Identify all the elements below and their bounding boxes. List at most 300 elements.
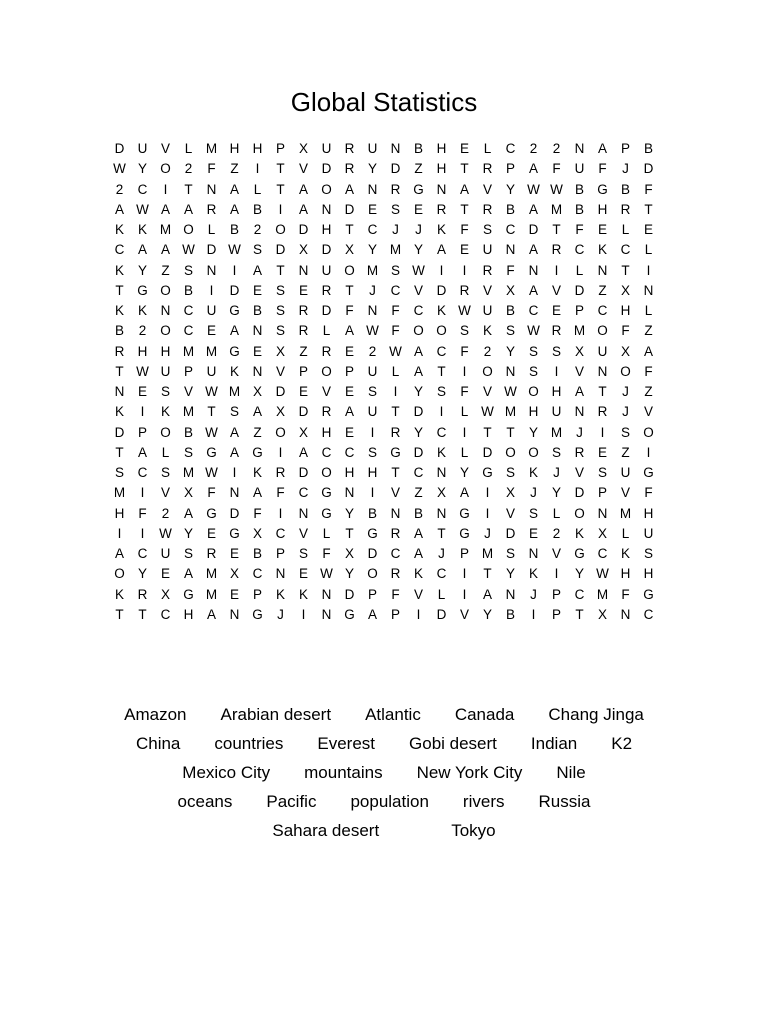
grid-letter: L [161, 444, 170, 460]
grid-letter: I [370, 485, 375, 501]
grid-letter: J [530, 586, 537, 602]
grid-letter: E [459, 141, 469, 156]
grid-letter: C [413, 303, 424, 318]
word-bank-line [0, 816, 768, 845]
grid-row [108, 443, 660, 463]
grid-letter: M [182, 404, 195, 420]
grid-letter: O [574, 505, 585, 521]
grid-letter: W [527, 323, 540, 339]
grid-letter: S [528, 363, 538, 379]
grid-letter: V [551, 282, 561, 298]
grid-row [108, 180, 660, 200]
grid-letter: U [551, 404, 562, 420]
grid-letter: A [413, 363, 423, 379]
grid-letter: C [597, 546, 608, 561]
grid-letter: U [137, 141, 148, 156]
grid-letter: W [458, 303, 471, 318]
grid-letter: I [140, 485, 145, 501]
grid-letter: O [321, 465, 332, 480]
grid-letter: A [298, 201, 308, 217]
grid-letter: S [436, 384, 446, 399]
grid-letter: N [252, 363, 263, 379]
grid-row [108, 402, 660, 422]
grid-letter: I [301, 606, 306, 622]
grid-letter: S [183, 262, 193, 278]
grid-letter: V [413, 586, 423, 602]
grid-letter: V [413, 282, 423, 298]
grid-letter: G [390, 444, 401, 460]
grid-letter: H [344, 465, 355, 480]
grid-row [108, 504, 660, 524]
grid-letter: U [643, 525, 654, 541]
grid-letter: Z [621, 444, 630, 460]
grid-letter: G [137, 282, 148, 298]
grid-letter: W [504, 384, 517, 399]
grid-letter: V [275, 363, 285, 379]
grid-letter: J [622, 404, 629, 420]
grid-letter: T [115, 282, 124, 298]
grid-letter: S [505, 323, 515, 339]
grid-letter: R [482, 161, 493, 177]
grid-letter: L [552, 505, 561, 521]
word-bank-item: Amazon [124, 705, 187, 724]
grid-letter: F [460, 384, 469, 399]
grid-letter: S [551, 343, 561, 359]
grid-letter: 2 [184, 161, 193, 177]
grid-letter: R [597, 404, 608, 420]
grid-letter: N [436, 181, 447, 197]
grid-row [108, 281, 660, 301]
grid-letter: K [436, 303, 446, 318]
grid-letter: F [391, 303, 400, 318]
grid-letter: S [482, 222, 492, 237]
grid-letter: N [321, 606, 332, 622]
grid-letter: Y [505, 181, 515, 197]
grid-letter: P [597, 485, 607, 501]
grid-letter: D [643, 161, 654, 177]
grid-row [108, 342, 660, 362]
grid-letter: R [321, 282, 332, 298]
grid-letter: C [183, 303, 194, 318]
grid-row [108, 423, 660, 443]
grid-letter: S [597, 465, 607, 480]
grid-letter: D [298, 465, 309, 480]
grid-letter: R [344, 161, 355, 177]
grid-letter: Z [598, 282, 607, 298]
grid-letter: E [206, 323, 216, 339]
grid-letter: O [183, 222, 194, 237]
grid-letter: Y [505, 566, 515, 582]
grid-letter: A [252, 262, 262, 278]
grid-letter: C [137, 546, 148, 561]
grid-letter: N [321, 586, 332, 602]
grid-letter: P [275, 546, 285, 561]
grid-letter: N [528, 546, 539, 561]
grid-letter: Y [137, 161, 147, 177]
grid-letter: R [344, 141, 355, 156]
grid-letter: O [528, 444, 539, 460]
grid-letter: A [229, 323, 239, 339]
grid-letter: Y [344, 505, 354, 521]
grid-letter: O [367, 566, 378, 582]
grid-letter: M [182, 465, 195, 480]
grid-letter: F [207, 485, 216, 501]
grid-letter: I [462, 363, 467, 379]
grid-letter: L [621, 525, 630, 541]
grid-letter: N [344, 485, 355, 501]
grid-letter: A [183, 505, 193, 521]
grid-letter: B [367, 505, 377, 521]
grid-letter: C [137, 181, 148, 197]
grid-letter: I [554, 363, 559, 379]
grid-letter: P [505, 161, 515, 177]
grid-letter: O [413, 323, 424, 339]
grid-letter: N [597, 363, 608, 379]
grid-letter: T [391, 465, 400, 480]
grid-letter: X [597, 525, 607, 541]
grid-letter: B [252, 546, 262, 561]
grid-letter: C [344, 444, 355, 460]
grid-letter: G [229, 343, 240, 359]
grid-letter: K [298, 586, 308, 602]
grid-letter: N [298, 262, 309, 278]
grid-letter: H [321, 222, 332, 237]
grid-letter: G [206, 444, 217, 460]
grid-letter: D [574, 282, 585, 298]
grid-letter: B [505, 606, 515, 622]
grid-letter: N [620, 606, 631, 622]
grid-letter: G [574, 546, 585, 561]
grid-row [108, 139, 660, 159]
grid-letter: S [183, 546, 193, 561]
grid-letter: W [228, 242, 241, 258]
grid-letter: N [229, 606, 240, 622]
word-bank-item: Mexico City [182, 763, 271, 782]
grid-letter: K [137, 222, 147, 237]
grid-letter: F [276, 485, 285, 501]
grid-letter: P [367, 586, 377, 602]
grid-letter: R [482, 262, 493, 278]
grid-letter: Y [183, 525, 193, 541]
grid-letter: K [528, 566, 538, 582]
grid-letter: I [232, 465, 237, 480]
grid-letter: 2 [161, 505, 170, 521]
grid-letter: X [298, 141, 308, 156]
grid-letter: L [483, 141, 492, 156]
grid-letter: J [392, 222, 399, 237]
grid-letter: X [252, 384, 262, 399]
grid-letter: Y [413, 424, 423, 440]
grid-letter: A [436, 242, 446, 258]
grid-letter: R [206, 201, 217, 217]
word-bank-item: K2 [611, 734, 633, 753]
grid-letter: C [620, 242, 631, 258]
grid-letter: V [643, 404, 653, 420]
grid-letter: K [275, 586, 285, 602]
grid-row [108, 585, 660, 605]
grid-letter: I [416, 606, 421, 622]
grid-letter: I [646, 444, 651, 460]
word-bank-item: New York City [416, 763, 523, 782]
grid-letter: M [550, 424, 563, 440]
grid-letter: K [114, 222, 124, 237]
grid-letter: R [390, 424, 401, 440]
grid-letter: W [389, 343, 402, 359]
grid-letter: B [505, 303, 515, 318]
grid-letter: A [367, 606, 377, 622]
word-bank-item: Arabian desert [220, 705, 332, 724]
grid-letter: Y [413, 242, 423, 258]
grid-row [108, 159, 660, 179]
grid-letter: N [160, 303, 171, 318]
grid-letter: I [439, 404, 444, 420]
grid-letter: P [183, 363, 193, 379]
grid-letter: I [462, 424, 467, 440]
grid-row [108, 483, 660, 503]
word-bank-item: Indian [530, 734, 578, 753]
grid-letter: E [344, 343, 354, 359]
grid-letter: B [114, 323, 124, 339]
grid-letter: P [137, 424, 147, 440]
word-bank-line [0, 700, 768, 729]
grid-letter: A [528, 161, 538, 177]
grid-letter: W [527, 181, 540, 197]
grid-letter: S [620, 424, 630, 440]
grid-letter: B [229, 222, 239, 237]
grid-letter: A [344, 323, 354, 339]
grid-row [108, 524, 660, 544]
grid-letter: N [597, 262, 608, 278]
grid-letter: M [205, 586, 218, 602]
grid-letter: W [205, 465, 218, 480]
grid-letter: Y [505, 343, 515, 359]
grid-letter: O [160, 323, 171, 339]
grid-letter: X [160, 586, 170, 602]
grid-letter: X [275, 404, 285, 420]
grid-letter: O [643, 424, 654, 440]
grid-letter: X [620, 343, 630, 359]
grid-letter: B [413, 505, 423, 521]
grid-letter: S [390, 262, 400, 278]
grid-letter: T [276, 262, 285, 278]
grid-letter: F [575, 222, 584, 237]
grid-letter: N [114, 384, 125, 399]
grid-letter: M [366, 262, 379, 278]
grid-letter: R [459, 282, 470, 298]
grid-letter: A [528, 242, 538, 258]
grid-letter: A [183, 201, 193, 217]
grid-letter: T [391, 404, 400, 420]
grid-letter: X [183, 485, 193, 501]
grid-letter: D [436, 282, 447, 298]
grid-letter: E [206, 525, 216, 541]
grid-letter: T [345, 222, 354, 237]
grid-row [108, 301, 660, 321]
grid-letter: E [229, 546, 239, 561]
grid-letter: A [229, 424, 239, 440]
grid-letter: O [505, 444, 516, 460]
grid-letter: E [344, 424, 354, 440]
grid-letter: J [553, 465, 560, 480]
grid-letter: J [622, 161, 629, 177]
grid-letter: A [252, 404, 262, 420]
grid-letter: E [298, 384, 308, 399]
grid-letter: S [459, 323, 469, 339]
grid-letter: E [160, 566, 170, 582]
grid-letter: M [182, 343, 195, 359]
grid-letter: O [597, 323, 608, 339]
grid-letter: H [229, 141, 240, 156]
grid-letter: H [436, 161, 447, 177]
grid-letter: I [439, 262, 444, 278]
grid-letter: I [462, 262, 467, 278]
grid-letter: C [643, 606, 654, 622]
grid-letter: G [206, 505, 217, 521]
grid-letter: B [252, 303, 262, 318]
grid-letter: B [183, 282, 193, 298]
grid-letter: R [137, 586, 148, 602]
grid-letter: H [160, 343, 171, 359]
grid-letter: N [574, 141, 585, 156]
grid-letter: V [160, 485, 170, 501]
grid-letter: X [344, 546, 354, 561]
grid-row [108, 321, 660, 341]
grid-letter: G [344, 606, 355, 622]
grid-letter: E [229, 586, 239, 602]
grid-letter: I [646, 262, 651, 278]
grid-letter: B [620, 181, 630, 197]
grid-letter: K [137, 303, 147, 318]
grid-letter: F [644, 485, 653, 501]
grid-letter: M [205, 566, 218, 582]
grid-letter: H [643, 566, 654, 582]
grid-letter: N [298, 505, 309, 521]
grid-row [108, 564, 660, 584]
word-bank-item: Tokyo [451, 821, 496, 840]
grid-letter: K [436, 222, 446, 237]
grid-letter: Y [137, 262, 147, 278]
grid-letter: B [413, 141, 423, 156]
grid-letter: T [345, 525, 354, 541]
grid-letter: J [369, 282, 376, 298]
grid-row [108, 605, 660, 625]
grid-letter: V [482, 181, 492, 197]
grid-letter: K [114, 404, 124, 420]
grid-row [108, 240, 660, 260]
grid-letter: G [321, 485, 332, 501]
grid-letter: D [321, 303, 332, 318]
grid-letter: N [390, 505, 401, 521]
grid-letter: F [621, 323, 630, 339]
grid-letter: A [528, 282, 538, 298]
grid-letter: D [367, 546, 378, 561]
grid-letter: Y [137, 566, 147, 582]
grid-letter: K [114, 303, 124, 318]
grid-letter: T [207, 404, 216, 420]
grid-letter: X [505, 282, 515, 298]
grid-letter: M [596, 586, 609, 602]
grid-letter: S [505, 546, 515, 561]
grid-row [108, 220, 660, 240]
grid-letter: L [391, 363, 400, 379]
grid-letter: K [574, 525, 584, 541]
grid-letter: R [275, 465, 286, 480]
grid-letter: T [483, 424, 492, 440]
grid-letter: B [643, 141, 653, 156]
grid-letter: T [115, 363, 124, 379]
grid-letter: H [528, 404, 539, 420]
grid-letter: O [620, 363, 631, 379]
word-bank-item: Russia [538, 792, 591, 811]
grid-letter: U [620, 465, 631, 480]
grid-letter: U [367, 404, 378, 420]
grid-letter: C [367, 222, 378, 237]
grid-letter: U [367, 141, 378, 156]
grid-letter: I [554, 262, 559, 278]
grid-letter: W [136, 363, 149, 379]
grid-letter: K [229, 363, 239, 379]
grid-letter: W [412, 262, 425, 278]
grid-letter: C [390, 282, 401, 298]
grid-letter: Y [574, 566, 584, 582]
grid-letter: K [413, 566, 423, 582]
grid-letter: J [415, 222, 422, 237]
grid-row [108, 261, 660, 281]
grid-letter: Z [230, 161, 239, 177]
grid-letter: I [140, 525, 145, 541]
word-bank-item: population [350, 792, 429, 811]
grid-letter: Z [253, 424, 262, 440]
grid-letter: K [114, 586, 124, 602]
grid-letter: F [644, 363, 653, 379]
grid-letter: H [137, 343, 148, 359]
grid-letter: H [620, 303, 631, 318]
grid-letter: E [551, 303, 561, 318]
grid-letter: S [298, 546, 308, 561]
grid-letter: R [298, 303, 309, 318]
grid-letter: H [551, 384, 562, 399]
grid-letter: S [114, 465, 124, 480]
grid-letter: Z [414, 485, 423, 501]
grid-letter: C [528, 303, 539, 318]
grid-letter: X [620, 282, 630, 298]
grid-letter: S [643, 546, 653, 561]
grid-letter: K [597, 242, 607, 258]
grid-letter: D [574, 485, 585, 501]
grid-letter: L [575, 262, 584, 278]
grid-letter: 2 [115, 181, 124, 197]
grid-letter: A [114, 201, 124, 217]
grid-letter: N [367, 303, 378, 318]
grid-letter: N [321, 201, 332, 217]
grid-letter: S [505, 465, 515, 480]
grid-letter: T [506, 424, 515, 440]
grid-letter: H [252, 141, 263, 156]
grid-letter: W [366, 323, 379, 339]
grid-letter: N [643, 282, 654, 298]
grid-letter: I [393, 384, 398, 399]
grid-letter: P [390, 606, 400, 622]
grid-letter: A [229, 181, 239, 197]
grid-letter: U [160, 546, 171, 561]
grid-letter: I [232, 262, 237, 278]
grid-letter: T [460, 201, 469, 217]
grid-letter: R [620, 201, 631, 217]
grid-letter: R [390, 181, 401, 197]
grid-letter: S [160, 465, 170, 480]
grid-letter: Y [344, 566, 354, 582]
grid-letter: G [252, 606, 263, 622]
